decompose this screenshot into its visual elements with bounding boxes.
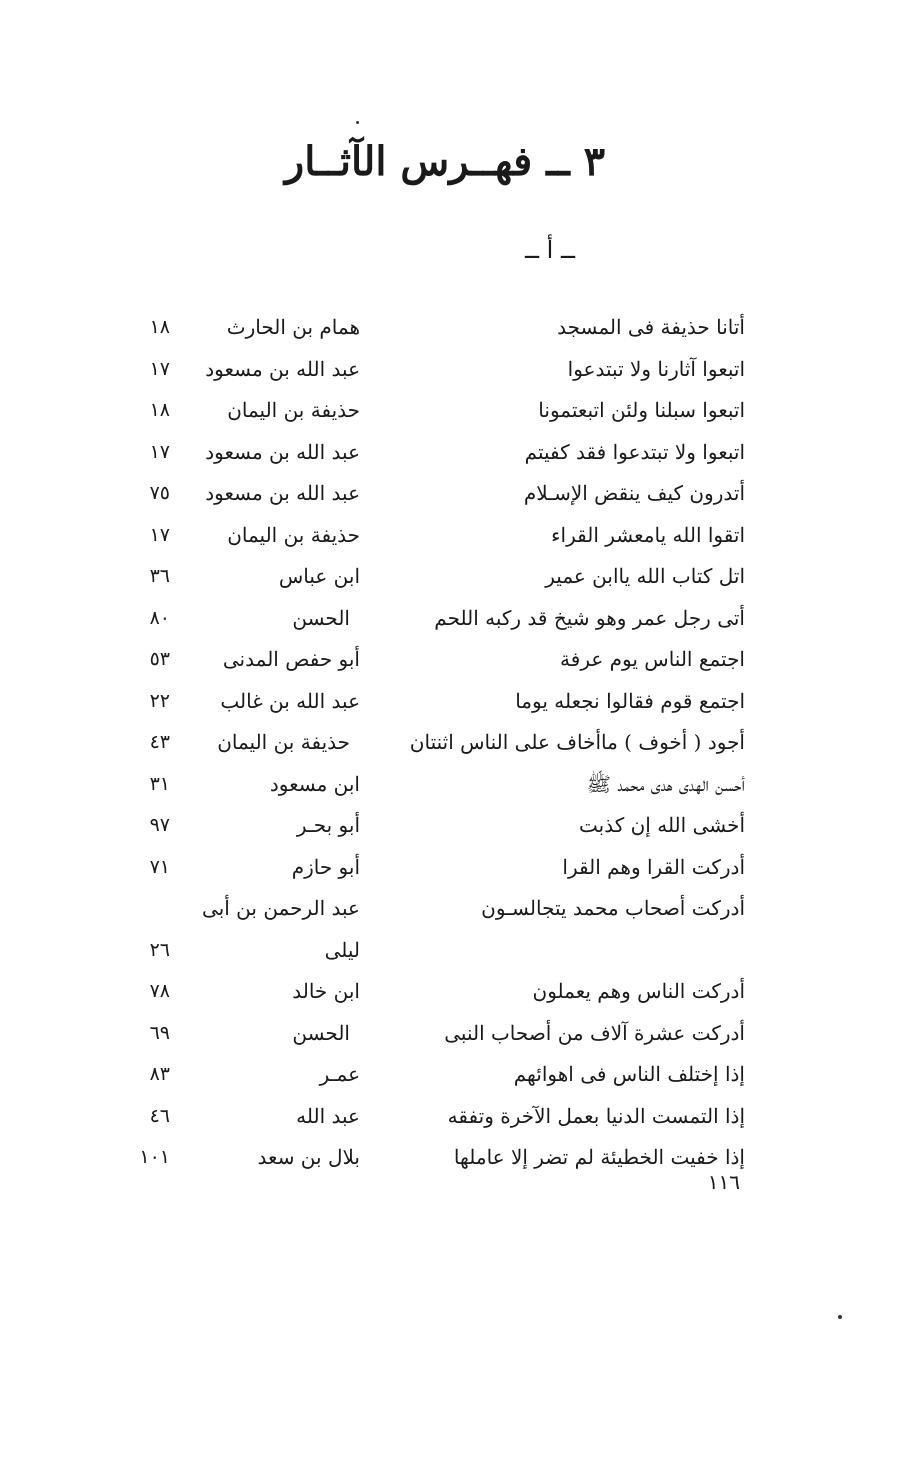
entry-text: اتبعوا سبلنا ولئن اتبعتمونا (538, 398, 745, 422)
entry-page-number: ١٠١ (139, 1146, 170, 1168)
entry-text: اجتمع الناس يوم عرفة (560, 647, 745, 671)
entry-text: أخشى الله إن كذبت (579, 813, 745, 837)
entry-narrator: الحسن (292, 605, 350, 630)
entry-text: اتقوا الله يامعشر القراء (551, 522, 745, 547)
entry-page-number: ٣١ (149, 772, 170, 795)
entry-narrator: همام بن الحارث (226, 315, 360, 339)
index-entry (100, 1015, 745, 1057)
entry-narrator: عبد الله بن مسعود (205, 356, 360, 381)
entry-page-number: ٧٨ (149, 980, 170, 1002)
entry-narrator: عبد الله (296, 1103, 360, 1128)
folio-page-number: ١١٦ (707, 1170, 740, 1194)
entry-page-number: ١٧ (149, 357, 170, 380)
entry-page-number: ١٧ (149, 440, 170, 463)
entry-narrator: حذيفة بن اليمان (227, 522, 360, 547)
entry-page-number: ١٨ (149, 399, 170, 421)
entry-page-number: ٥٣ (149, 648, 170, 670)
entry-page-number: ٤٣ (149, 731, 170, 753)
entry-narrator: ابن عباس (278, 564, 360, 588)
entry-narrator: الحسن (292, 1020, 350, 1045)
entry-narrator: ابن مسعود (269, 771, 360, 796)
index-entry (100, 766, 745, 808)
entry-narrator: ابن خالد (292, 979, 360, 1003)
entry-page-number: ٤٦ (149, 1104, 170, 1127)
entry-text: اجتمع قوم فقالوا نجعله يوما (515, 688, 745, 713)
entry-text: إذا خفيت الخطيئة لم تضر إلا عاملها (453, 1145, 745, 1169)
index-entry (100, 973, 745, 1015)
entry-text: أحسن الهدى هدى محمد ﷺ (586, 771, 745, 796)
index-entries-list (100, 309, 745, 1181)
index-entry (100, 849, 745, 891)
entry-page-number: ٣٦ (149, 565, 170, 587)
entry-text: أدركت الناس وهم يعملون (532, 979, 745, 1003)
entry-text: أدركت القرا وهم القرا (562, 854, 745, 879)
index-entry (100, 309, 745, 351)
index-entry (100, 807, 745, 849)
entry-page-number: ٧٥ (149, 482, 170, 504)
scan-speck (838, 1315, 842, 1319)
entry-narrator: حذيفة بن اليمان (227, 398, 360, 422)
entry-narrator: بلال بن سعد (257, 1145, 360, 1169)
entry-narrator: عمـر (319, 1062, 360, 1086)
entry-narrator: عبد الله بن مسعود (205, 481, 360, 505)
entry-page-number: ٨٣ (149, 1063, 170, 1085)
section-letter-heading: ــ أ ــ (524, 236, 576, 264)
entry-narrator: عبد الرحمن بن أبى (202, 896, 360, 920)
index-entry (100, 600, 745, 642)
index-entry (100, 351, 745, 393)
entry-narrator: أبو حازم (291, 854, 360, 879)
entry-text: إذا إختلف الناس فى اهوائهم (513, 1062, 745, 1086)
entry-narrator: عبد الله بن مسعود (205, 439, 360, 464)
entry-narrator: ليلى (324, 937, 360, 962)
index-entry (100, 517, 745, 559)
scan-speck (356, 121, 359, 124)
entry-text: إذا التمست الدنيا بعمل الآخرة وتفقه (447, 1103, 745, 1128)
entry-page-number: ٧١ (149, 855, 170, 878)
index-entry (100, 558, 745, 600)
entry-text: أدركت أصحاب محمد يتجالسـون (481, 896, 745, 920)
index-entry (100, 683, 745, 725)
entry-page-number: ٢٦ (149, 938, 170, 961)
index-entry (100, 890, 745, 932)
entry-text: أتى رجل عمر وهو شيخ قد ركبه اللحم (434, 605, 745, 630)
entry-narrator: حذيفة بن اليمان (217, 730, 350, 754)
entry-text: اتبعوا ولا تبتدعوا فقد كفيتم (524, 439, 745, 464)
index-entry (100, 641, 745, 683)
entry-page-number: ١٧ (149, 523, 170, 546)
entry-text: اتبعوا آثارنا ولا تبتدعوا (567, 356, 745, 381)
entry-text: أجود ( أخوف ) ماأخاف على الناس اثنتان (409, 730, 745, 754)
page-title: ٣ ــ فهــرس الآثــار (284, 138, 606, 185)
entry-page-number: ٨٠ (149, 606, 170, 629)
entry-narrator: أبو بحـر (296, 813, 360, 837)
entry-text: أتدرون كيف ينقض الإسـلام (523, 481, 745, 505)
entry-text: أدركت عشرة آلاف من أصحاب النبى (444, 1020, 745, 1045)
entry-narrator: أبو حفص المدنى (222, 647, 360, 671)
index-entry (100, 1056, 745, 1098)
entry-page-number: ١٨ (149, 316, 170, 338)
index-entry (100, 932, 745, 974)
index-entry (100, 475, 745, 517)
entry-page-number: ٩٧ (149, 814, 170, 836)
index-entry (100, 434, 745, 476)
index-entry (100, 1098, 745, 1140)
entry-text: أتانا حذيفة فى المسجد (557, 315, 745, 339)
entry-page-number: ٦٩ (149, 1021, 170, 1044)
index-entry (100, 392, 745, 434)
index-entry (100, 724, 745, 766)
entry-text: اتل كتاب الله ياابن عمير (545, 564, 745, 588)
entry-narrator: عبد الله بن غالب (220, 688, 360, 713)
entry-page-number: ٢٢ (149, 689, 170, 712)
